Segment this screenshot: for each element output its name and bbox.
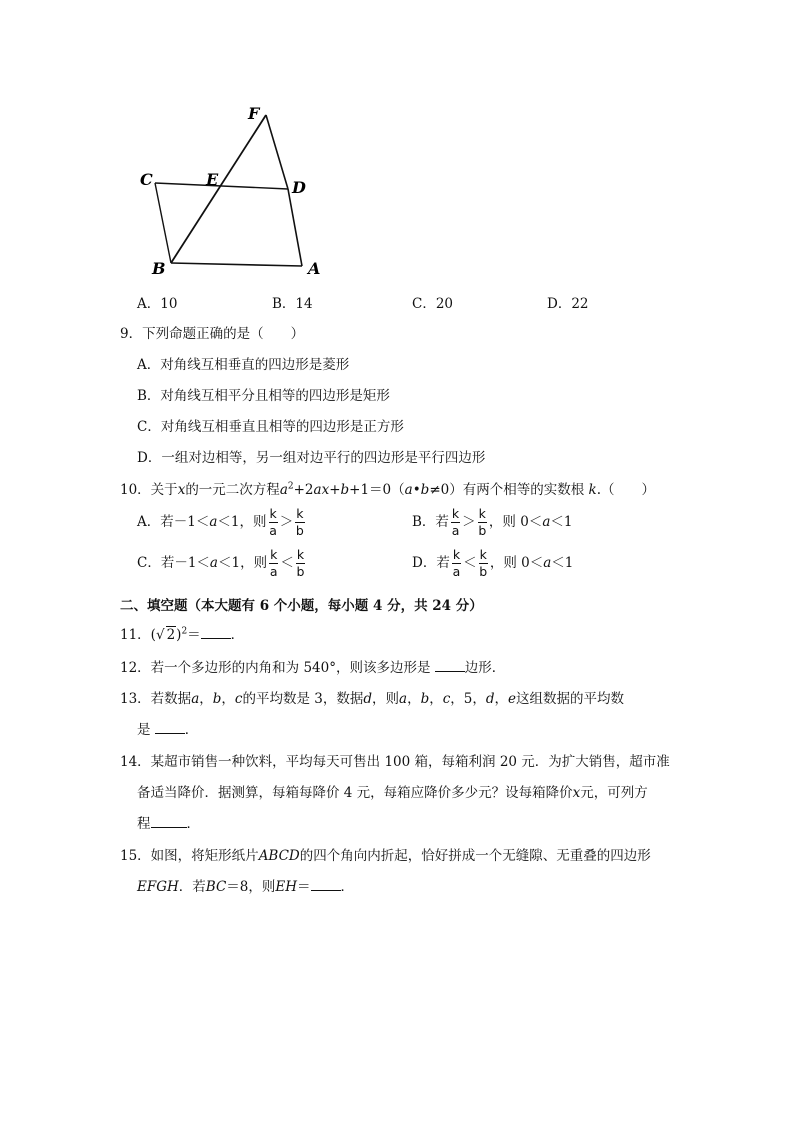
label-a: A — [308, 259, 321, 278]
q14-line1: 14．某超市销售一种饮料，平均每天可售出 100 箱，每箱利润 20 元．为扩大销售，超市准 — [120, 754, 670, 770]
q10-stem: 10．关于x的一元二次方程$a^2+2ax+b+1=0(a•b\ne 0)$有两个相等的实数根 k.（ ） — [120, 481, 655, 498]
q10-option-d[interactable]: D．若 $\frac{k}{a}$ ＜ $\frac{k}{b}$ ，则 0＜a＜1 — [412, 547, 574, 579]
q15-line2: EFGH．若BC＝8，则EH＝ ． — [137, 879, 355, 895]
q14-line3: 程 ． — [137, 816, 200, 832]
segment-da — [288, 189, 302, 266]
q13-blank[interactable] — [155, 721, 185, 734]
q11: 11．(√ 2)$^2$＝ ． — [120, 626, 245, 643]
q8-option-c[interactable]: C．20 — [412, 296, 454, 312]
q14-blank[interactable] — [151, 815, 187, 828]
q12-blank[interactable] — [435, 659, 465, 672]
q10-option-a[interactable]: A．若－1＜a＜1，则 $\frac{k}{a}$ ＞ $\frac{k}{b}$ — [137, 506, 304, 538]
q9-option-c[interactable]: C．对角线互相垂直且相等的四边形是正方形 — [137, 419, 404, 435]
label-c: C — [140, 170, 153, 189]
q9-option-a[interactable]: A．对角线互相垂直的四边形是菱形 — [137, 357, 350, 373]
label-d: D — [292, 178, 306, 197]
segment-ab — [171, 263, 302, 266]
label-f: F — [248, 104, 260, 123]
q9-option-d[interactable]: D．一组对边相等，另一组对边平行的四边形是平行四边形 — [137, 450, 486, 466]
q9-option-b[interactable]: B．对角线互相平分且相等的四边形是矩形 — [137, 388, 390, 404]
q15-blank[interactable] — [311, 878, 341, 891]
segment-bc — [155, 183, 171, 263]
q8-option-d[interactable]: D．22 — [547, 296, 589, 312]
q13-line2: 是 ． — [137, 722, 199, 738]
label-e: E — [206, 170, 219, 189]
q12: 12．若一个多边形的内角和为 540°，则该多边形是 边形． — [120, 660, 506, 676]
q10-option-b[interactable]: B．若 $\frac{k}{a}$ ＞ $\frac{k}{b}$ ，则 0＜a＜1 — [412, 506, 573, 538]
q14-line2: 备适当降价．据测算，每箱每降价 4 元，每箱应降价多少元？设每箱降价x元，可列方 — [137, 785, 648, 801]
q10-option-c[interactable]: C．若－1＜a＜1，则 $\frac{k}{a}$ ＜ $\frac{k}{b}$ — [137, 547, 305, 579]
q8-option-a[interactable]: A．10 — [137, 296, 178, 312]
section-heading: 二、填空题（本大题有 6 个小题，每小题 4 分，共 24 分） — [120, 598, 483, 614]
q13-line1: 13．若数据a，b，c的平均数是 3，数据d，则a，b，c，5，d，e这组数据的平均数 — [120, 691, 625, 707]
segment-bf — [171, 115, 266, 263]
q8-option-b[interactable]: B．14 — [272, 296, 313, 312]
geometry-figure — [130, 95, 350, 285]
label-b: B — [152, 259, 166, 278]
q9-stem: 9．下列命题正确的是（ ） — [120, 326, 305, 342]
q11-blank[interactable] — [201, 626, 231, 639]
q15-line1: 15．如图，将矩形纸片ABCD的四个角向内折起，恰好拼成一个无缝隙、无重叠的四边形 — [120, 848, 651, 864]
segment-fd — [266, 115, 288, 189]
